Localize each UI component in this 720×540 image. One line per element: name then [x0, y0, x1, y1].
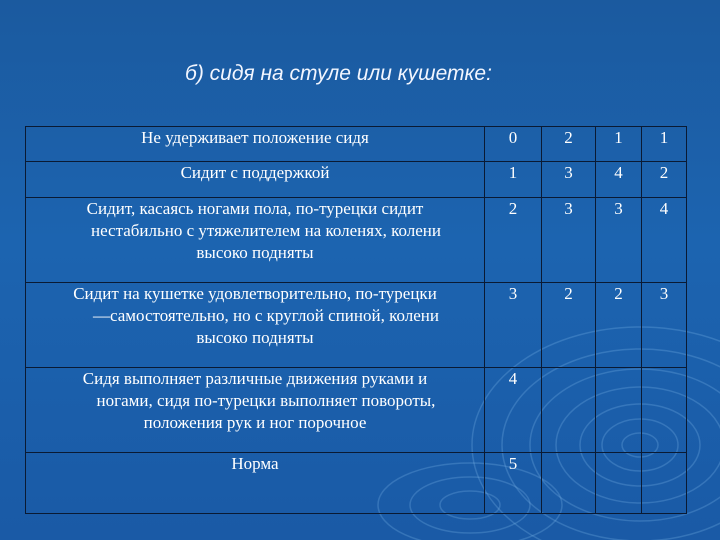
description-line: Сидит с поддержкой	[180, 163, 330, 182]
value-cell: 1	[642, 127, 687, 162]
value-cell: 3	[542, 162, 596, 198]
slide-title: б) сидя на стуле или кушетке:	[185, 62, 492, 85]
description-line: ногами, сидя по-турецки выполняет повороты,	[96, 391, 436, 410]
table-row	[26, 453, 687, 514]
description-line: Норма	[231, 454, 279, 473]
description-line: —самостоятельно, но с круглой спиной, колени	[93, 306, 439, 325]
value-cell: 2	[542, 283, 596, 368]
value-cell	[596, 453, 642, 514]
row-description	[26, 127, 485, 162]
table-row	[26, 162, 687, 198]
value-cell	[642, 453, 687, 514]
value-cell: 2	[542, 127, 596, 162]
row-description	[26, 198, 485, 283]
table-row	[26, 368, 687, 453]
description-line: Сидя выполняет различные движения руками и	[82, 369, 428, 388]
value-cell: 3	[542, 198, 596, 283]
description-line: высоко подняты	[196, 243, 314, 262]
value-cell	[596, 368, 642, 453]
value-cell	[642, 368, 687, 453]
value-cell: 5	[485, 453, 542, 514]
value-cell	[542, 453, 596, 514]
description-line: Сидит, касаясь ногами пола, по-турецки сидит	[86, 199, 424, 218]
table-row	[26, 127, 687, 162]
assessment-table	[25, 126, 687, 514]
value-cell: 4	[642, 198, 687, 283]
value-cell: 3	[642, 283, 687, 368]
description-line: нестабильно с утяжелителем на коленях, колени	[90, 221, 441, 240]
value-cell: 4	[596, 162, 642, 198]
value-cell: 0	[485, 127, 542, 162]
value-cell: 1	[485, 162, 542, 198]
row-description	[26, 162, 485, 198]
value-cell: 3	[596, 198, 642, 283]
description-line: высоко подняты	[196, 328, 314, 347]
value-cell: 1	[596, 127, 642, 162]
value-cell: 4	[485, 368, 542, 453]
value-cell: 2	[596, 283, 642, 368]
value-cell	[542, 368, 596, 453]
description-line: положения рук и ног порочное	[143, 413, 367, 432]
row-description	[26, 283, 485, 368]
row-description	[26, 368, 485, 453]
description-line: Не удерживает положение сидя	[141, 128, 369, 147]
value-cell: 2	[485, 198, 542, 283]
value-cell: 3	[485, 283, 542, 368]
row-description	[26, 453, 485, 514]
table-row	[26, 283, 687, 368]
description-line: Сидит на кушетке удовлетворительно, по-турецки	[73, 284, 437, 303]
value-cell: 2	[642, 162, 687, 198]
table-row	[26, 198, 687, 283]
